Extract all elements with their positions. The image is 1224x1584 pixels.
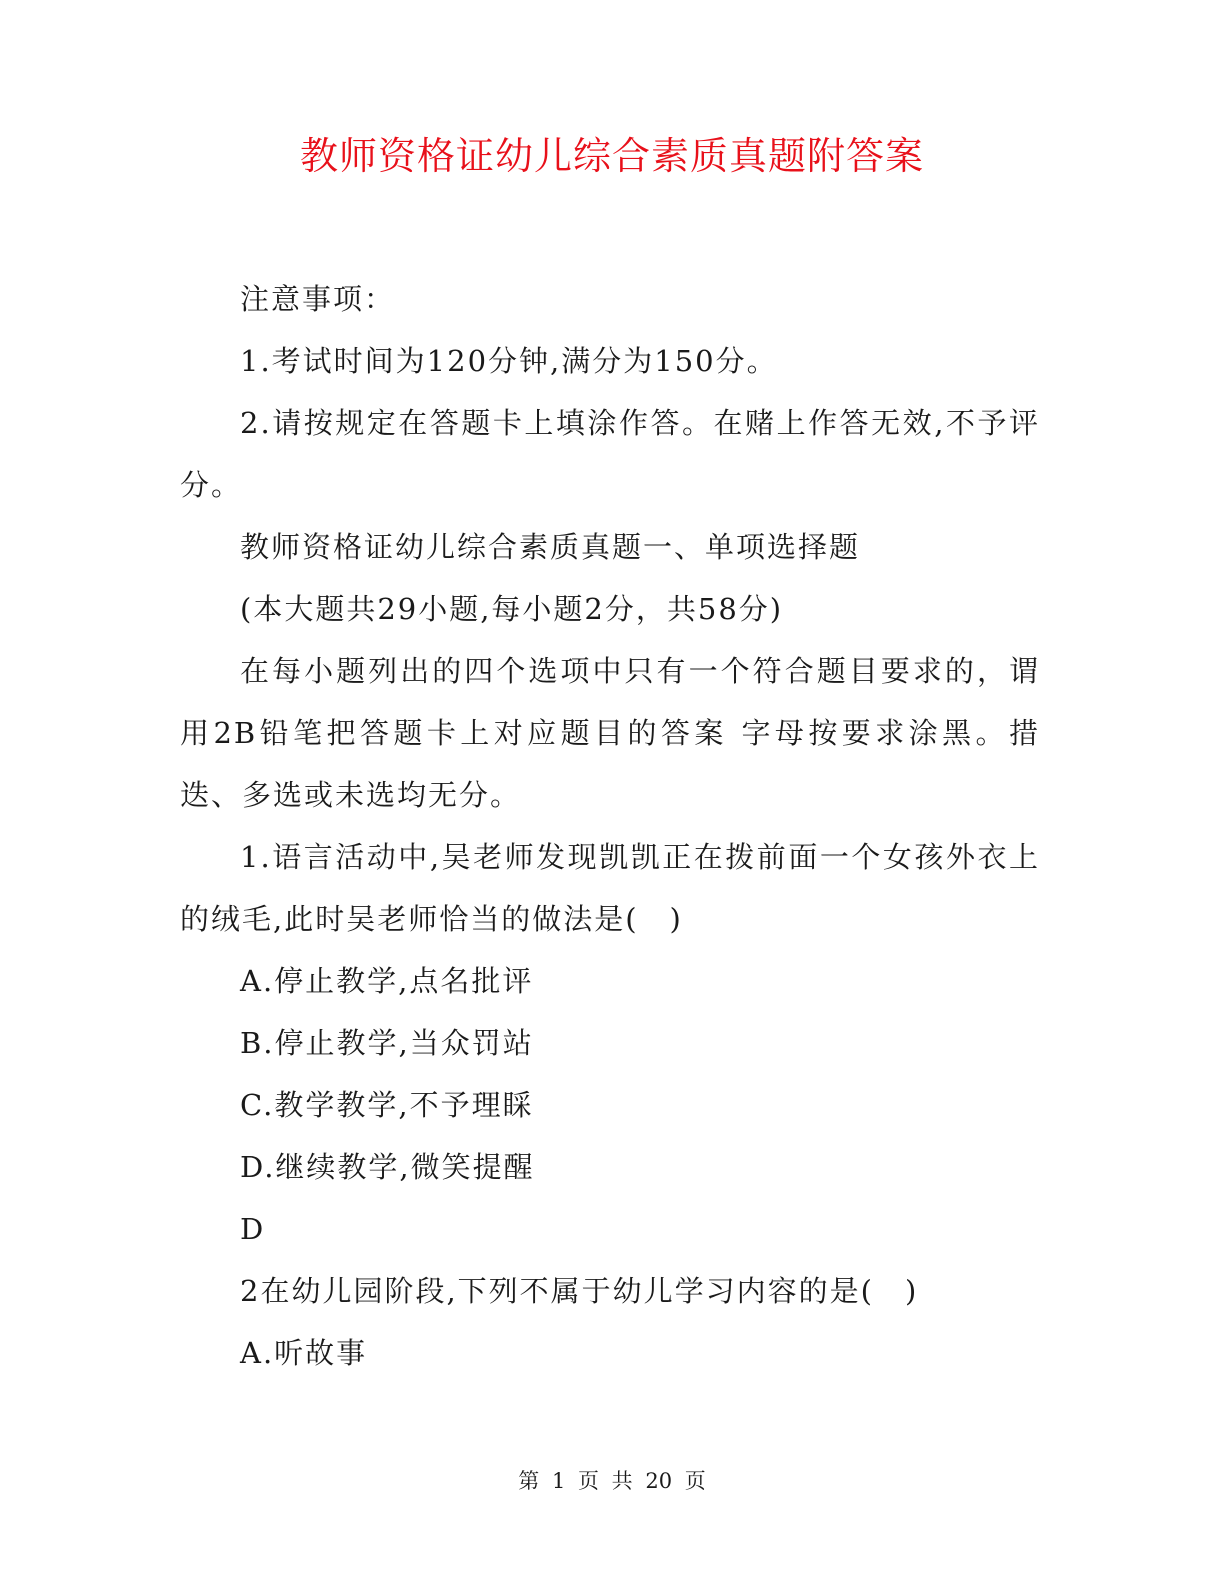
page-footer: 第 1 页 共 20 页: [518, 1469, 706, 1493]
section-heading: 教师资格证幼儿综合素质真题一、单项选择题: [240, 530, 861, 564]
section-instructions: 在每小题列出的四个选项中只有一个符合题目要求的，谓用2B铅笔把答题卡上对应题目的答案 字母按要求涂黑。措迭、多选或未选均无分。: [180, 654, 1040, 812]
notice-item-2: 2.请按规定在答题卡上填涂作答。在赌上作答无效,不予评分。: [180, 406, 1040, 502]
question-1-answer: D: [240, 1212, 266, 1246]
question-2: 2在幼儿园阶段,下列不属于幼儿学习内容的是( ): [240, 1274, 919, 1308]
question-1-option-c: C.教学教学,不予理睬: [240, 1088, 534, 1122]
question-1-option-b: B.停止教学,当众罚站: [240, 1026, 534, 1060]
question-1: 1.语言活动中,吴老师发现凯凯正在拨前面一个女孩外衣上的绒毛,此时吴老师恰当的做法是( ): [180, 840, 1040, 936]
section-note: (本大题共29小题,每小题2分，共58分): [240, 592, 784, 626]
document-body: [180, 268, 1040, 1384]
notice-item-1: 1.考试时间为120分钟,满分为150分。: [240, 344, 778, 378]
question-1-option-d: D.继续教学,微笑提醒: [240, 1150, 535, 1184]
document-title: 教师资格证幼儿综合素质真题附答案: [299, 134, 924, 178]
notice-heading: 注意事项：: [240, 282, 396, 316]
question-2-option-a: A.听故事: [240, 1336, 368, 1370]
question-1-option-a: A.停止教学,点名批评: [240, 964, 534, 998]
